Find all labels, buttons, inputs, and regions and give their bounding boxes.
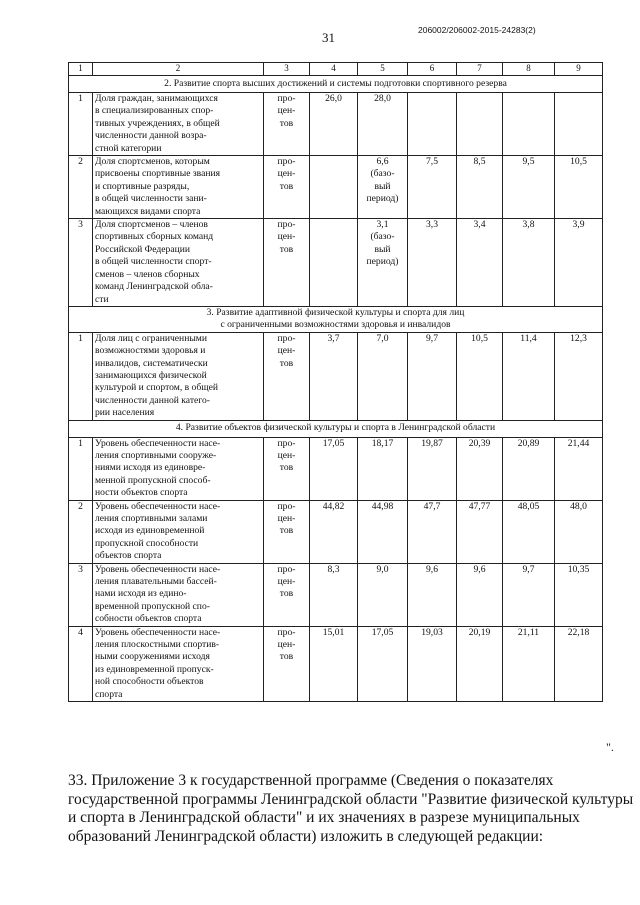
column-number: 1	[69, 63, 93, 76]
value-line: 10,5	[570, 156, 587, 168]
value-line: 18,17	[371, 437, 394, 449]
value-line: 10,5	[471, 332, 488, 344]
column-number: 2	[93, 63, 264, 76]
indicator-name-line: тивных учреждениях, в общей	[95, 117, 220, 129]
indicator-value	[408, 219, 457, 307]
indicator-name-line: Доля лиц с ограниченными	[95, 332, 207, 344]
unit-line: про-	[277, 437, 296, 449]
row-number: 2	[69, 156, 93, 219]
indicator-name-line: Уровень обеспеченности насе-	[95, 500, 221, 512]
indicator-name-line: занимающихся физической	[95, 369, 207, 381]
unit-line: цен-	[277, 231, 296, 243]
indicator-name-line: временной пропускной спо-	[95, 600, 210, 612]
indicator-value	[457, 563, 503, 626]
indicator-value	[408, 563, 457, 626]
value-line: 19,87	[421, 437, 443, 449]
indicator-name-line: ной способности объектов	[95, 676, 204, 688]
section-title-line: 4. Развитие объектов физической культуры и спорта в Ленинградской области	[175, 422, 496, 434]
paragraph-line: государственной программы Ленинградской области "Развитие физической культуры	[68, 790, 634, 808]
value-line: 17,05	[322, 437, 345, 449]
indicator-name	[93, 437, 264, 500]
value-line: 22,18	[567, 626, 590, 638]
indicator-value	[503, 93, 555, 156]
value-line: 9,7	[426, 332, 438, 344]
value-line: (базо-	[370, 168, 395, 180]
unit-line: тов	[279, 180, 294, 192]
value-line: 8,3	[327, 563, 340, 575]
section-header-row	[69, 306, 603, 332]
indicator-name-line: нами исходя из едино-	[95, 588, 187, 600]
value-line: 44,82	[322, 500, 345, 512]
column-number: 6	[408, 63, 457, 76]
indicator-name-line: ления спортивными сооруже-	[95, 449, 217, 461]
value-line: 9,6	[473, 563, 486, 575]
value-line: 12,3	[570, 332, 587, 344]
indicator-name-line: в общей численности спорт-	[95, 256, 212, 268]
indicator-name-line: исходя из единовременной	[95, 525, 205, 537]
row-number: 1	[69, 437, 93, 500]
unit-line: цен-	[277, 513, 296, 524]
row-number: 4	[69, 626, 93, 701]
value-line: 48,0	[570, 500, 587, 512]
indicator-name	[93, 219, 264, 307]
column-number-row	[69, 63, 603, 76]
table-row	[69, 563, 603, 626]
section-title	[69, 306, 603, 332]
indicator-name-line: ниями исходя из единовре-	[95, 462, 206, 474]
section-title-line: с ограниченными возможностями здоровья и инвалидов	[220, 319, 451, 331]
indicator-name-line: команд Ленинградской обла-	[95, 281, 213, 293]
value-line: 3,9	[572, 219, 585, 231]
value-line: 7,0	[376, 332, 389, 344]
value-line: 44,98	[371, 500, 394, 512]
indicator-value	[310, 332, 358, 420]
indicator-name-line: культурой и спортом, в общей	[95, 382, 219, 394]
document-code: 206002/206002-2015-24283(2)	[418, 25, 536, 35]
value-line: (базо-	[370, 231, 395, 243]
indicator-value	[310, 563, 358, 626]
indicator-name-line: мающихся видами спорта	[95, 205, 201, 217]
indicator-name	[93, 93, 264, 156]
value-line: 48,05	[517, 500, 540, 512]
indicator-value	[358, 626, 408, 701]
unit-line: про-	[277, 219, 296, 231]
value-line: 19,03	[421, 626, 443, 638]
indicator-name-line: ления плоскостными спортив-	[95, 639, 220, 651]
indicator-value	[310, 437, 358, 500]
value-line: 20,39	[468, 437, 491, 449]
unit-line: тов	[279, 651, 294, 663]
indicator-name-line: Уровень обеспеченности насе-	[95, 626, 221, 638]
section-header-row	[69, 76, 603, 93]
indicator-value	[358, 500, 408, 563]
indicator-value	[503, 332, 555, 420]
indicator-value	[555, 500, 603, 563]
value-line: 21,44	[567, 437, 590, 449]
indicator-value	[555, 626, 603, 701]
column-number: 3	[264, 63, 310, 76]
indicator-value	[408, 626, 457, 701]
value-line: 11,4	[520, 332, 537, 344]
unit-line: цен-	[277, 576, 296, 588]
unit-line: про-	[277, 156, 296, 168]
indicator-name-line: сменов – членов сборных	[95, 268, 200, 280]
indicator-name	[93, 156, 264, 219]
indicator-value	[310, 500, 358, 563]
value-line: 6,6	[376, 156, 389, 168]
unit-line: тов	[279, 243, 294, 255]
column-number: 8	[503, 63, 555, 76]
amendment-paragraph	[68, 772, 634, 846]
indicator-name-line: Уровень обеспеченности насе-	[95, 563, 221, 575]
table-row	[69, 156, 603, 219]
indicator-name-line: Доля спортсменов, которым	[95, 156, 210, 168]
indicator-name-line: рии населения	[95, 407, 155, 419]
indicator-value	[457, 156, 503, 219]
indicator-value	[457, 332, 503, 420]
indicator-value	[503, 563, 555, 626]
unit-line: тов	[279, 525, 294, 537]
indicator-value	[358, 332, 408, 420]
indicator-name-line: Уровень обеспеченности насе-	[95, 437, 221, 449]
unit-line: тов	[279, 357, 294, 369]
indicator-name-line: Российской Федерации	[95, 243, 190, 255]
indicator-value	[457, 437, 503, 500]
unit-of-measure	[264, 500, 310, 563]
indicator-name-line: объектов спорта	[95, 550, 162, 562]
indicator-name-line: численности данной возра-	[95, 130, 207, 142]
row-number: 3	[69, 563, 93, 626]
indicator-name-line: ности объектов спорта	[95, 487, 188, 499]
table-row	[69, 332, 603, 420]
indicator-value	[503, 437, 555, 500]
indicator-value	[503, 219, 555, 307]
value-line: вый	[374, 243, 391, 255]
column-number: 7	[457, 63, 503, 76]
column-number: 5	[358, 63, 408, 76]
indicator-value	[358, 563, 408, 626]
unit-line: цен-	[277, 168, 296, 180]
unit-of-measure	[264, 219, 310, 307]
unit-line: цен-	[277, 639, 296, 651]
indicator-name-line: в специализированных спор-	[95, 105, 214, 117]
indicator-name-line: ления плавательными бассей-	[95, 576, 217, 588]
unit-line: про-	[277, 500, 296, 512]
page-number: 31	[322, 30, 335, 45]
table-row	[69, 219, 603, 307]
indicator-value	[555, 437, 603, 500]
unit-of-measure	[264, 156, 310, 219]
value-line: 3,8	[522, 219, 535, 231]
unit-line: про-	[277, 626, 296, 638]
value-line: вый	[374, 180, 391, 192]
indicator-value	[555, 332, 603, 420]
unit-line: про-	[277, 93, 296, 104]
indicator-name-line: спорта	[95, 688, 123, 700]
indicator-value	[310, 219, 358, 307]
indicator-name-line: и спортивные разряды,	[95, 180, 190, 192]
indicator-name-line: ными сооружениями исходя	[95, 651, 210, 663]
indicator-value	[457, 500, 503, 563]
row-number: 1	[69, 93, 93, 156]
paragraph-line: 33. Приложение 3 к государственной программе (Сведения о показателях	[68, 772, 554, 789]
indicator-value	[358, 156, 408, 219]
indicator-value	[408, 500, 457, 563]
row-number: 1	[69, 332, 93, 420]
row-number: 2	[69, 500, 93, 563]
indicators-table	[68, 62, 603, 702]
indicator-value	[408, 156, 457, 219]
indicator-name-line: сти	[95, 293, 109, 305]
paragraph-line: и спорта в Ленинградской области" и их значениях в разрезе муниципальных	[68, 809, 580, 826]
indicator-name-line: возможностями здоровья и	[95, 345, 206, 357]
value-line: 15,01	[322, 626, 345, 638]
value-line: 9,6	[426, 563, 438, 575]
table-row	[69, 437, 603, 500]
indicator-name-line: стной категории	[95, 142, 162, 154]
value-line: 10,35	[567, 563, 590, 575]
indicator-name-line: инвалидов, систематически	[95, 357, 208, 369]
indicator-value	[408, 437, 457, 500]
unit-line: цен-	[277, 345, 296, 357]
section-title-line: 3. Развитие адаптивной физической культуры и спорта для лиц	[206, 306, 465, 318]
value-line: период)	[366, 256, 399, 268]
value-line: 21,11	[517, 626, 540, 638]
indicator-value	[555, 93, 603, 156]
value-line: 3,1	[376, 219, 389, 231]
value-line: 17,05	[371, 626, 394, 638]
unit-line: про-	[277, 563, 296, 575]
section-title	[69, 420, 603, 437]
unit-line: цен-	[277, 105, 296, 117]
indicator-value	[310, 93, 358, 156]
indicator-name-line: ления спортивными залами	[95, 513, 208, 524]
unit-of-measure	[264, 626, 310, 701]
table-row	[69, 626, 603, 701]
section-title	[69, 76, 603, 93]
indicator-name-line: собности объектов спорта	[95, 613, 202, 625]
unit-of-measure	[264, 93, 310, 156]
unit-of-measure	[264, 332, 310, 420]
indicator-value	[408, 93, 457, 156]
indicator-value	[503, 626, 555, 701]
value-line: 9,5	[522, 156, 535, 168]
indicator-value	[457, 93, 503, 156]
unit-line: тов	[279, 462, 294, 474]
indicator-value	[555, 156, 603, 219]
indicator-value	[503, 500, 555, 563]
row-number: 3	[69, 219, 93, 307]
value-line: 3,3	[426, 219, 438, 231]
indicator-name-line: спортивных сборных команд	[95, 231, 214, 243]
unit-line: тов	[279, 588, 294, 600]
value-line: период)	[366, 193, 399, 205]
indicator-value	[358, 437, 408, 500]
indicator-name-line: численности данной катего-	[95, 394, 210, 406]
unit-of-measure	[264, 563, 310, 626]
indicator-value	[310, 626, 358, 701]
indicator-value	[358, 93, 408, 156]
indicator-name	[93, 626, 264, 701]
value-line: 47,77	[468, 500, 491, 512]
paragraph-line: образований Ленинградской области) изложить в следующей редакции:	[68, 827, 544, 845]
indicator-value	[457, 626, 503, 701]
indicator-name-line: менной пропускной способ-	[95, 474, 211, 486]
indicator-name-line: пропускной способности	[95, 537, 199, 549]
indicator-name-line: Доля спортсменов – членов	[95, 219, 208, 231]
value-line: 28,0	[374, 93, 391, 104]
value-line: 9,0	[376, 563, 389, 575]
value-line: 26,0	[325, 93, 342, 104]
indicator-value	[457, 219, 503, 307]
indicator-name-line: Доля граждан, занимающихся	[95, 93, 218, 104]
value-line: 20,19	[468, 626, 491, 638]
indicator-value	[408, 332, 457, 420]
unit-line: цен-	[277, 449, 296, 461]
indicator-name-line: из единовременной пропуск-	[95, 663, 214, 675]
table-row	[69, 93, 603, 156]
table-row	[69, 500, 603, 563]
indicator-value	[358, 219, 408, 307]
indicator-value	[555, 563, 603, 626]
value-line: 47,7	[423, 500, 441, 512]
column-number: 4	[310, 63, 358, 76]
unit-line: про-	[277, 332, 296, 344]
value-line: 7,5	[426, 156, 438, 168]
indicator-value	[555, 219, 603, 307]
value-line: 9,7	[522, 563, 535, 575]
section-title-line: 2. Развитие спорта высших достижений и системы подготовки спортивного резерва	[164, 77, 507, 89]
value-line: 20,89	[517, 437, 540, 449]
indicator-name	[93, 563, 264, 626]
unit-line: тов	[279, 117, 294, 129]
value-line: 3,7	[327, 332, 340, 344]
section-header-row	[69, 420, 603, 437]
value-line: 8,5	[473, 156, 486, 168]
closing-quote: ".	[606, 740, 614, 754]
indicator-name	[93, 500, 264, 563]
column-number: 9	[555, 63, 603, 76]
unit-of-measure	[264, 437, 310, 500]
indicator-value	[310, 156, 358, 219]
table-body	[69, 63, 603, 702]
indicator-value	[503, 156, 555, 219]
value-line: 3,4	[473, 219, 486, 231]
indicator-name	[93, 332, 264, 420]
indicator-name-line: присвоены спортивные звания	[95, 168, 221, 180]
indicator-name-line: в общей численности зани-	[95, 193, 207, 205]
